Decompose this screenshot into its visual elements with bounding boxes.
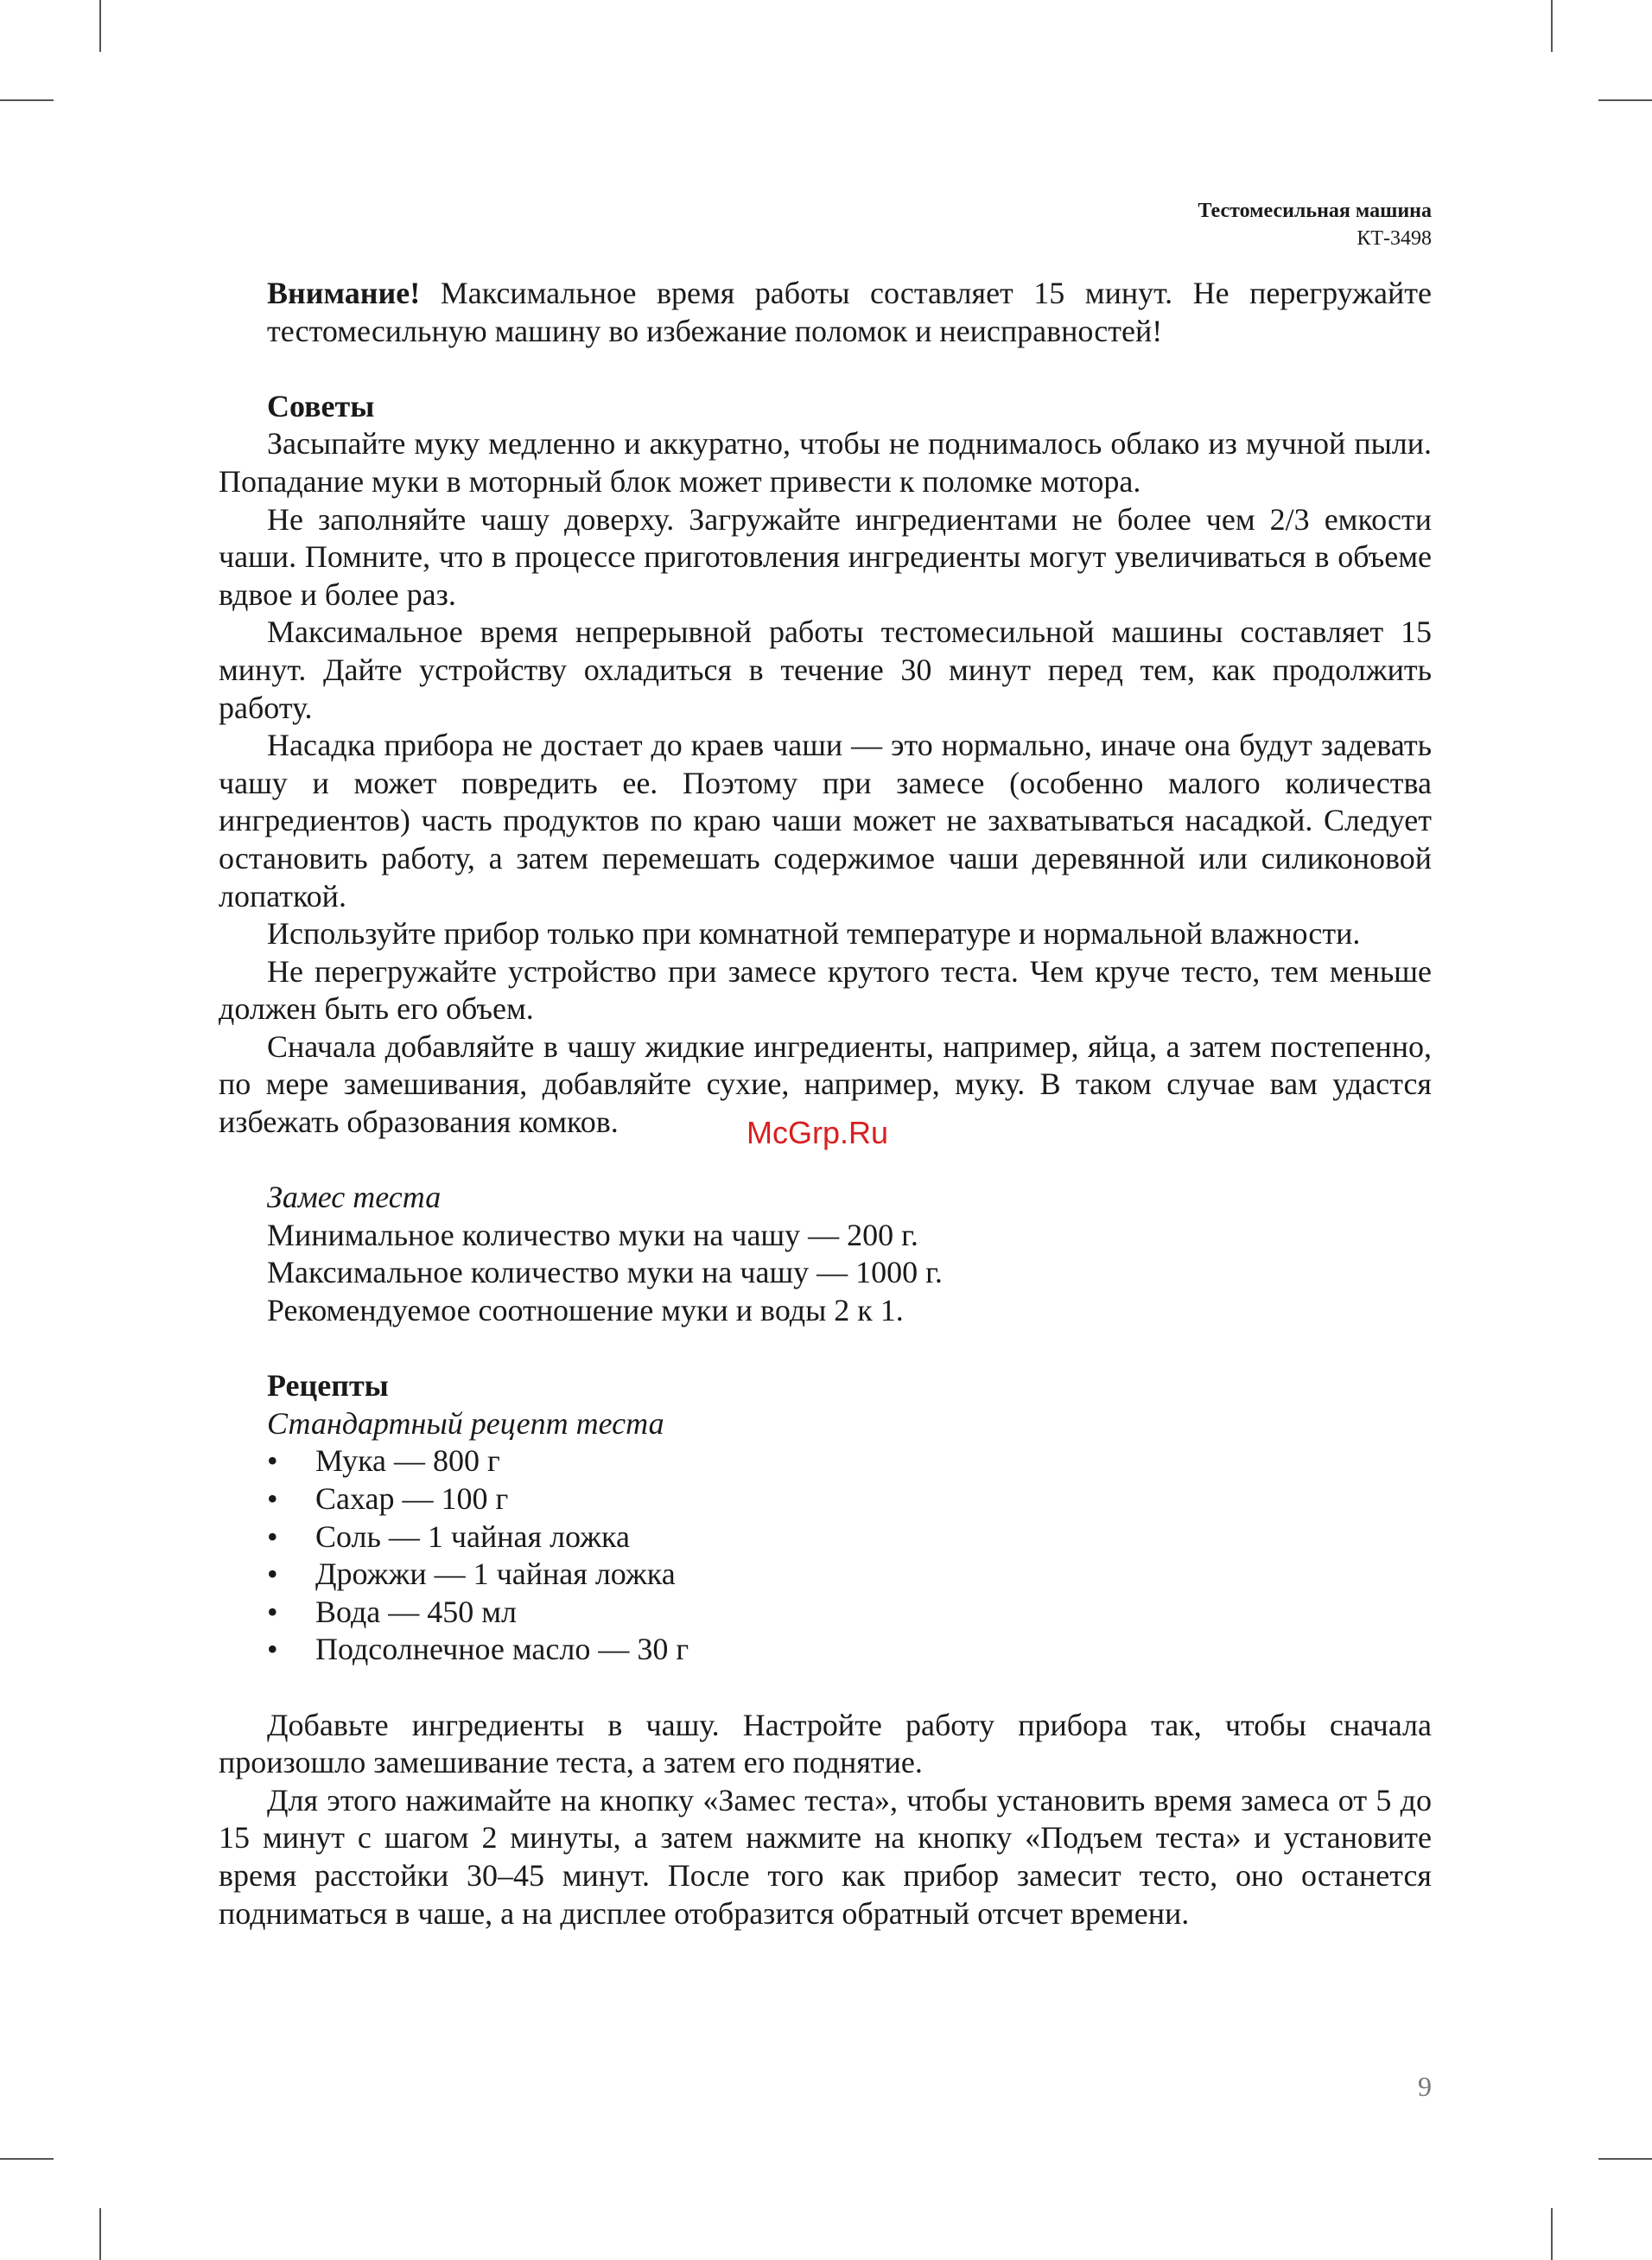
bullet: • (267, 1443, 278, 1479)
tips-paragraph: Засыпайте муку медленно и аккуратно, чтобы не поднималось облако из мучной пыли. Попадание муки в моторный блок может привести к поломке мотора. (219, 426, 1432, 499)
recipe-paragraph: Для этого нажимайте на кнопку «Замес теста», чтобы установить время замеса от 5 до 15 минут с шагом 2 минуты, а затем нажмите на кнопку «Подъем теста» и установите время расстойки 30–45 минут. После того как прибор замесит тесто, оно останется подниматься в чаше, а на дисплее отобразится обратный отсчет времени. (219, 1782, 1432, 1931)
tips-paragraph: Максимальное время непрерывной работы тестомесильной машины составляет 15 минут. Дайте устройству охладиться в течение 30 минут перед тем, как продолжить работу. (219, 614, 1432, 725)
kneading-line: Максимальное количество муки на чашу — 1000 г. (267, 1255, 943, 1290)
running-header (1198, 197, 1432, 252)
ingredient-text: Сахар — 100 г (315, 1481, 509, 1516)
kneading-line: Рекомендуемое соотношение муки и воды 2 к 1. (267, 1293, 904, 1328)
list-item (219, 1631, 1432, 1669)
header-model: КТ-3498 (1357, 227, 1432, 250)
tips-heading: Советы (267, 388, 375, 423)
crop-mark (99, 0, 101, 52)
crop-mark (1551, 0, 1553, 52)
watermark: McGrp.Ru (747, 1115, 889, 1150)
crop-mark (1551, 2208, 1553, 2260)
tips-paragraph: Не перегружайте устройство при замесе крутого теста. Чем круче тесто, тем меньше должен быть его объем. (219, 953, 1432, 1027)
kneading-line: Минимальное количество муки на чашу — 200 г. (267, 1217, 918, 1252)
crop-mark (99, 2208, 101, 2260)
bullet: • (267, 1594, 278, 1629)
tips-paragraph: Не заполняйте чашу доверху. Загружайте ингредиентами не более чем 2/3 емкости чаши. Помните, что в процессе приготовления ингредиенты могут увеличиваться в объеме вдвое и более раз. (219, 501, 1432, 612)
bullet: • (267, 1518, 278, 1554)
recipe-subheading: Стандартный рецепт теста (267, 1405, 664, 1441)
ingredient-text: Вода — 450 мл (315, 1594, 518, 1629)
crop-mark (1598, 99, 1652, 101)
list-item (219, 1594, 1432, 1632)
tips-paragraph: Используйте прибор только при комнатной температуре и нормальной влажности. (267, 916, 1361, 952)
header-title: Тестомесильная машина (1198, 200, 1432, 222)
bullet: • (267, 1557, 278, 1592)
crop-mark (0, 2158, 54, 2160)
bullet: • (267, 1481, 278, 1516)
warning-text: Максимальное время работы составляет 15 минут. Не перегружайте тестомесильную машину во избежание поломок и неисправностей! (267, 276, 1432, 348)
list-item (219, 1480, 1432, 1518)
crop-mark (1598, 2158, 1652, 2160)
tips-paragraph: Насадка прибора не достает до краев чаши — это нормально, иначе она будут задевать чашу и может повредить ее. Поэтому при замесе (особенно малого количества ингредиентов) часть продуктов по краю чаши может не захватываться насадкой. Следует остановить работу, а затем перемешать содержимое чаши деревянной или силиконовой лопаткой. (219, 728, 1432, 914)
recipes-heading: Рецепты (267, 1368, 389, 1404)
warning-label: Внимание! (267, 276, 421, 310)
tips-paragraph: Сначала добавляйте в чашу жидкие ингредиенты, например, яйца, а затем постепенно, по мере замешивания, добавляйте сухие, например, муку. В таком случае вам удастся избежать образования комков. (219, 1028, 1432, 1140)
ingredient-text: Мука — 800 г (315, 1443, 500, 1479)
ingredient-text: Дрожжи — 1 чайная ложка (315, 1557, 676, 1592)
page-number: 9 (1418, 2071, 1432, 2102)
page-content (219, 275, 1432, 1932)
list-item (219, 1556, 1432, 1594)
ingredient-list (219, 1442, 1432, 1669)
recipe-paragraph: Добавьте ингредиенты в чашу. Настройте работу прибора так, чтобы сначала произошло замешивание теста, а затем его поднятие. (219, 1707, 1432, 1780)
kneading-heading: Замес теста (267, 1180, 442, 1215)
ingredient-text: Подсолнечное масло — 30 г (315, 1632, 689, 1667)
crop-mark (0, 99, 54, 101)
warning-paragraph (219, 275, 1432, 350)
ingredient-text: Соль — 1 чайная ложка (315, 1518, 630, 1554)
list-item (219, 1442, 1432, 1480)
bullet: • (267, 1632, 278, 1667)
list-item (219, 1518, 1432, 1557)
